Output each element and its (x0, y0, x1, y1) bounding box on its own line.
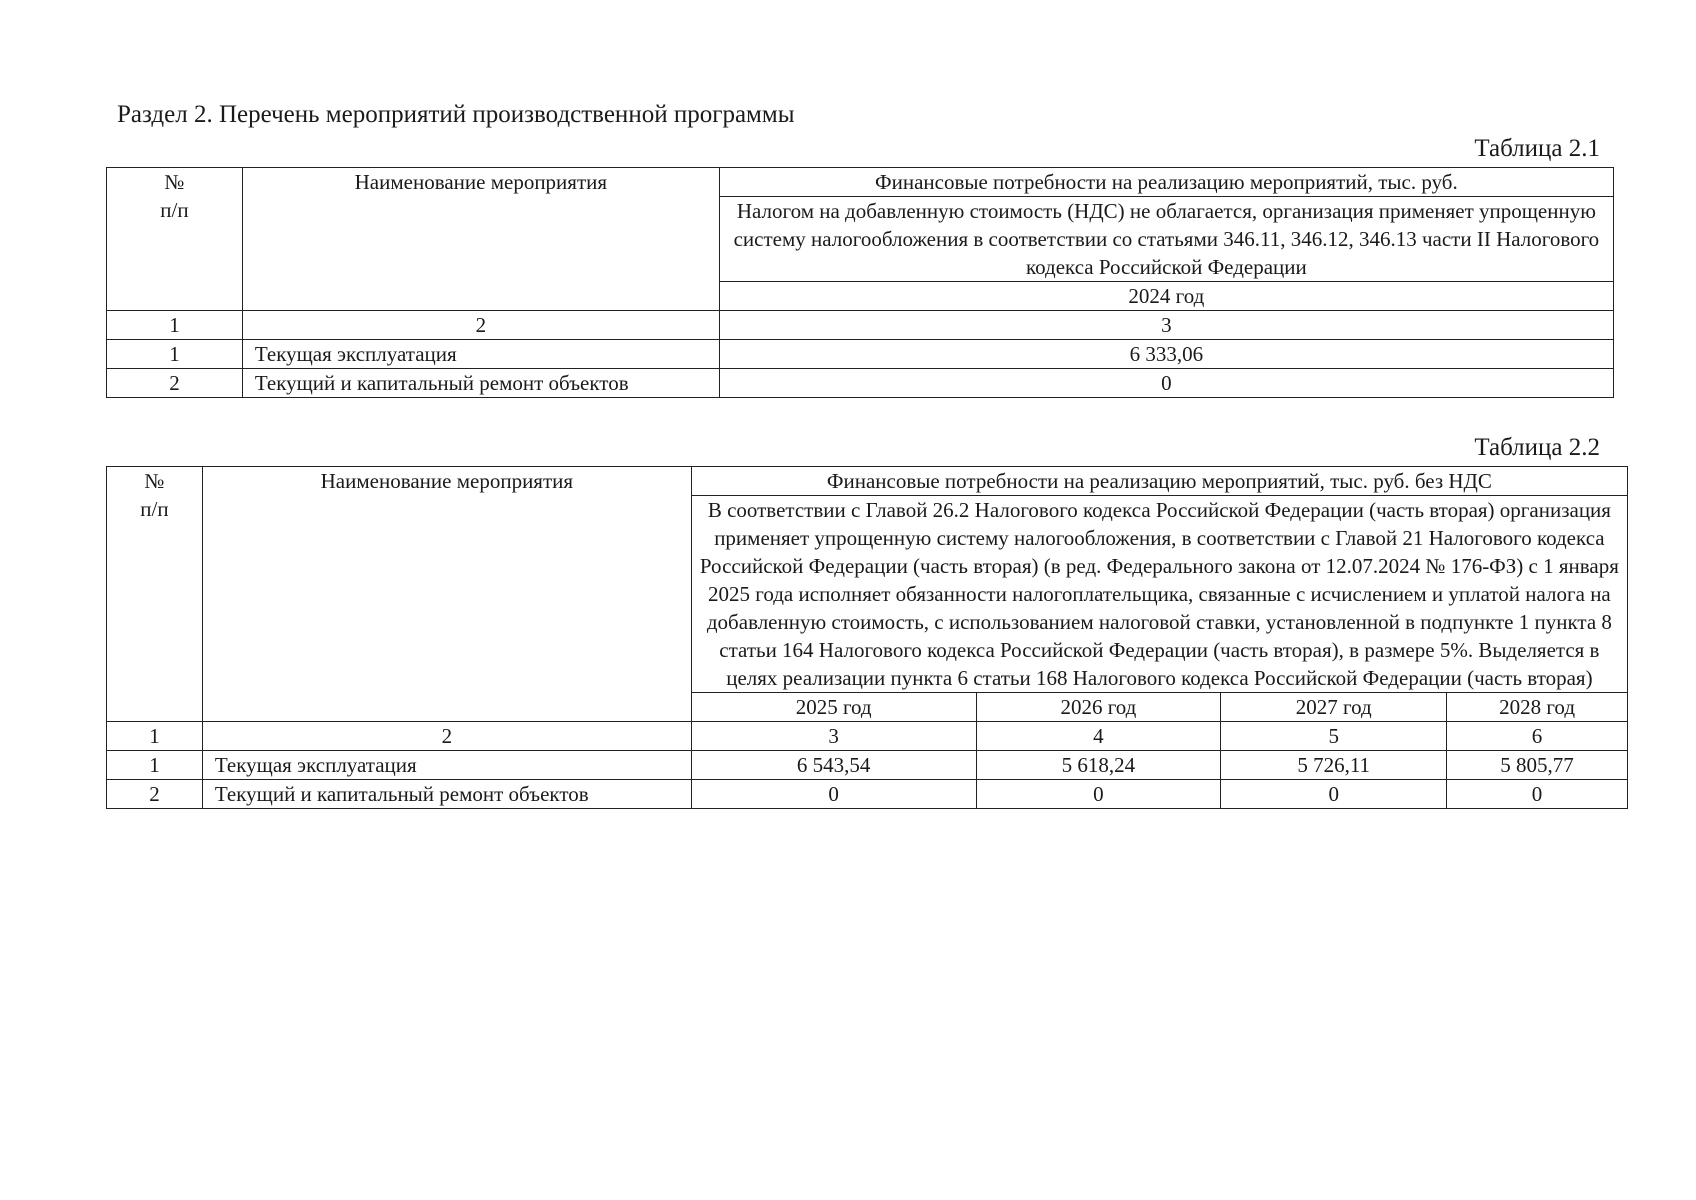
tax-note: В соответствии с Главой 26.2 Налогового кодекса Российской Федерации (часть вторая) организация применяет упрощенную систему налогообложения, в соответствии с Главой 21 Налогового кодекса Российской Федерации (часть вторая) (в ред. Федерального закона от 12.07.2024 № 176-ФЗ) с 1 января 2025 года исполняет обязанности налогоплательщика, связанные с исчислением и уплатой налога на добавленную стоимость, с использованием налоговой ставки, установленной в подпункте 1 пункта 8 статьи 164 Налогового кодекса Российской Федерации (часть вторая), в размере 5%. Выделяется в целях реализации пункта 6 статьи 168 Налогового кодекса Российской Федерации (часть вторая) (691, 496, 1627, 693)
table-row (107, 340, 1614, 369)
year-header: 2026 год (976, 693, 1221, 722)
year-header: 2025 год (691, 693, 976, 722)
table1-caption: Таблица 2.1 (1474, 135, 1600, 162)
col-name-header: Наименование мероприятия (242, 168, 719, 311)
index-cell: 3 (691, 722, 976, 751)
row-name: Текущий и капитальный ремонт объектов (242, 369, 719, 398)
index-cell: 6 (1447, 722, 1628, 751)
row-num: 1 (107, 340, 243, 369)
row-value: 5 805,77 (1447, 751, 1628, 780)
row-num: 2 (107, 369, 243, 398)
index-cell: 1 (107, 311, 243, 340)
col-name-header: Наименование мероприятия (202, 467, 691, 722)
tax-note: Налогом на добавленную стоимость (НДС) не облагается, организация применяет упрощенную систему налогообложения в соответствии со статьями 346.11, 346.12, 346.13 части II Налогового кодекса Российской Федерации (719, 197, 1613, 282)
row-num: 1 (107, 751, 203, 780)
table-row (107, 780, 1628, 809)
row-name: Текущая эксплуатация (242, 340, 719, 369)
index-row (107, 311, 1614, 340)
table-row (107, 369, 1614, 398)
row-value: 6 543,54 (691, 751, 976, 780)
row-name: Текущая эксплуатация (202, 751, 691, 780)
index-cell: 2 (202, 722, 691, 751)
table-2-2 (106, 466, 1628, 809)
table2-caption: Таблица 2.2 (1474, 434, 1600, 461)
index-cell: 3 (719, 311, 1613, 340)
index-row (107, 722, 1628, 751)
row-value: 0 (1221, 780, 1447, 809)
row-value: 0 (976, 780, 1221, 809)
year-header: 2024 год (719, 282, 1613, 311)
index-cell: 1 (107, 722, 203, 751)
index-cell: 5 (1221, 722, 1447, 751)
col-finance-header: Финансовые потребности на реализацию мероприятий, тыс. руб. без НДС (691, 467, 1627, 496)
row-name: Текущий и капитальный ремонт объектов (202, 780, 691, 809)
row-value: 5 618,24 (976, 751, 1221, 780)
col-finance-header: Финансовые потребности на реализацию мероприятий, тыс. руб. (719, 168, 1613, 197)
year-header: 2028 год (1447, 693, 1628, 722)
col-num-header: № п/п (107, 467, 203, 722)
col-num-header: № п/п (107, 168, 243, 311)
row-value: 0 (719, 369, 1613, 398)
row-value: 0 (1447, 780, 1628, 809)
row-value: 0 (691, 780, 976, 809)
row-value: 6 333,06 (719, 340, 1613, 369)
section-title: Раздел 2. Перечень мероприятий производственной программы (117, 101, 795, 128)
row-value: 5 726,11 (1221, 751, 1447, 780)
index-cell: 4 (976, 722, 1221, 751)
index-cell: 2 (242, 311, 719, 340)
table-2-1 (106, 167, 1614, 398)
table-row (107, 751, 1628, 780)
year-header: 2027 год (1221, 693, 1447, 722)
row-num: 2 (107, 780, 203, 809)
